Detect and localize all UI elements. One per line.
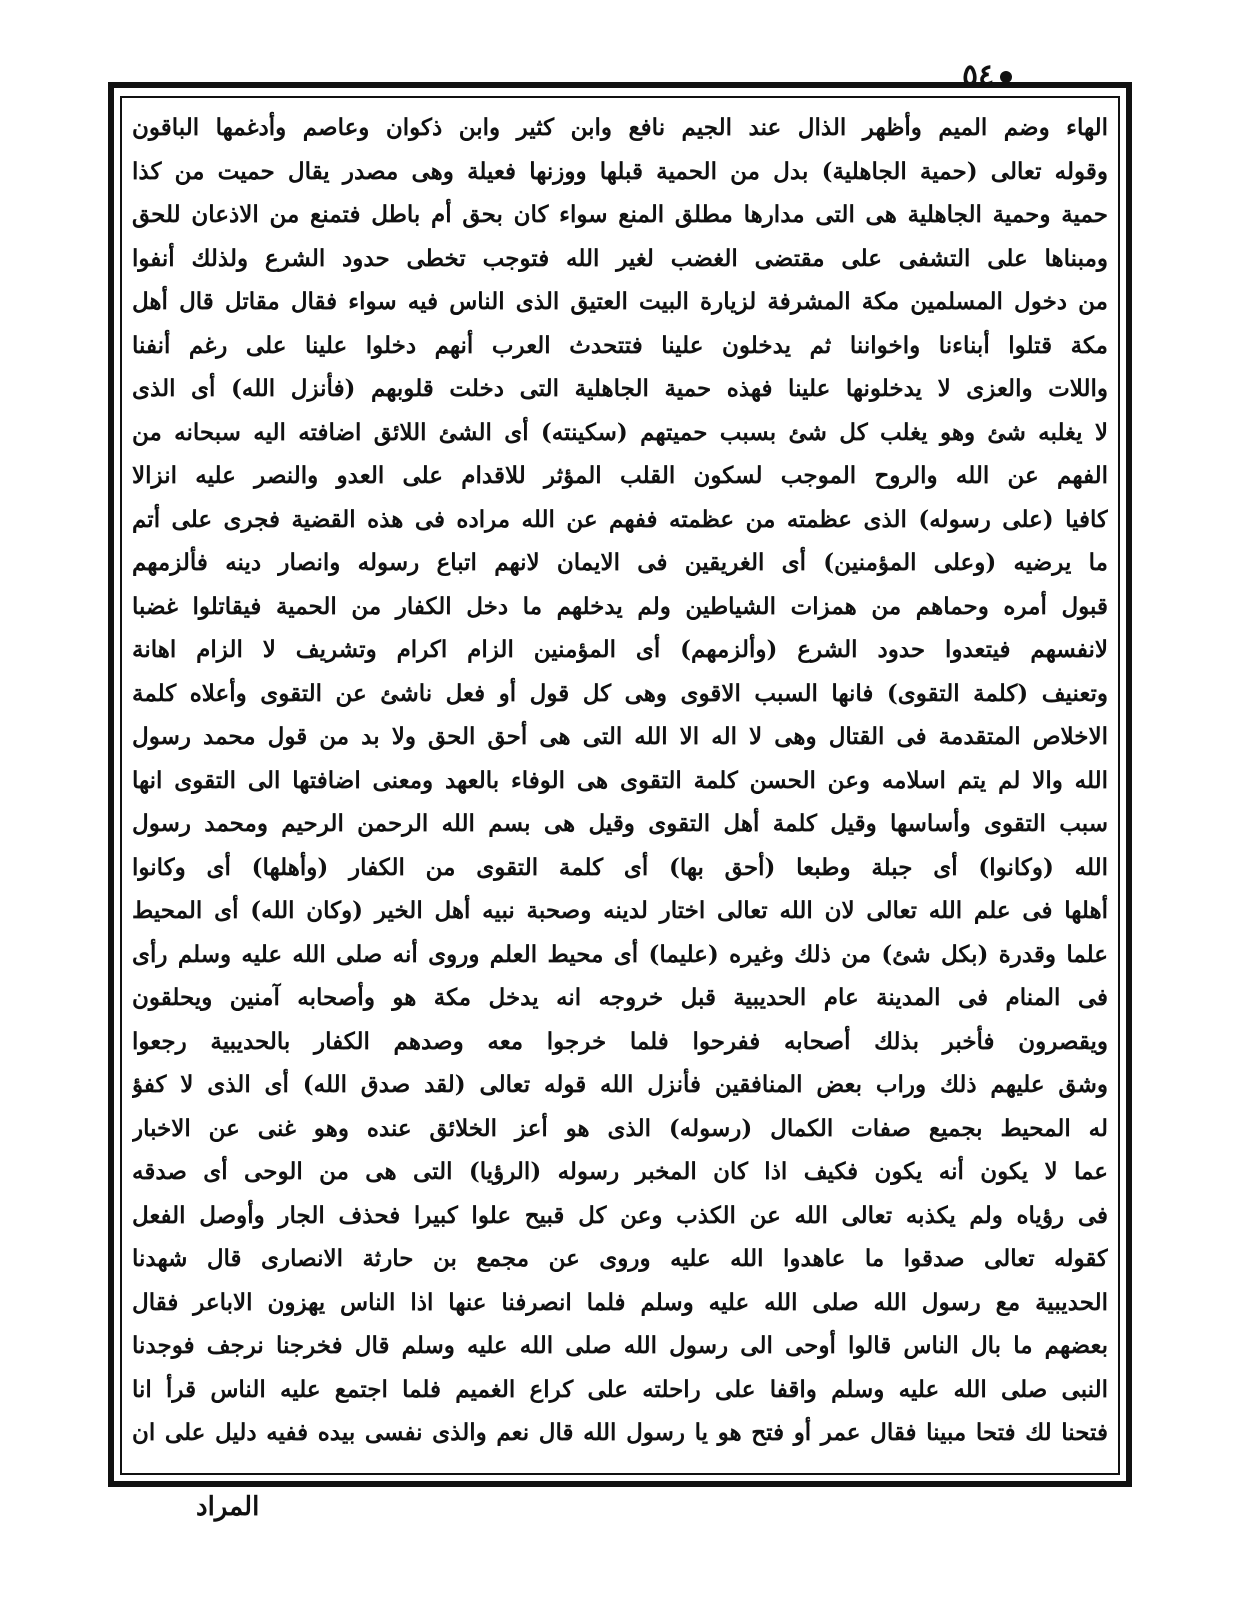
text-line: ويقصرون فأخبر بذلك أصحابه ففرحوا فلما خرجوا معه وصدهم الكفار بالحديبية رجعوا	[132, 1027, 1108, 1055]
text-line: الله (وكانوا) أى جبلة وطبعا (أحق بها) أى كلمة التقوى من الكفار (وأهلها) أى وكانوا	[132, 853, 1108, 881]
text-line: أهلها فى علم الله تعالى لان الله تعالى اختار لدينه وصحبة نبيه أهل الخير (وكان الله) أى المحيط	[132, 897, 1108, 924]
text-line: واللات والعزى لا يدخلونها علينا فهذه حمية الجاهلية التى دخلت قلوبهم (فأنزل الله) أى الذى	[132, 375, 1108, 402]
text-line: ومبناها على التشفى على مقتضى الغضب لغير الله فتوجب تخطى حدود الشرع ولذلك أنفوا	[132, 244, 1108, 272]
text-line: مكة قتلوا أبناءنا واخواننا ثم يدخلون علينا فتتحدث العرب أنهم دخلوا علينا على رغم أنفنا	[132, 331, 1108, 359]
text-line: لا يغلبه شئ وهو يغلب كل شئ بسبب حميتهم (سكينته) أى الشئ اللائق اضافته اليه سبحانه من	[132, 418, 1108, 446]
text-line: عما لا يكون أنه يكون فكيف اذا كان المخبر رسوله (الرؤيا) التى هى من الوحى أى صدقه	[132, 1158, 1108, 1185]
text-line: علما وقدرة (بكل شئ) من ذلك وغيره (عليما) أى محيط العلم وروى أنه صلى الله عليه وسلم رأى	[132, 940, 1108, 968]
text-line: بعضهم ما بال الناس قالوا أوحى الى رسول الله صلى الله عليه وسلم قال فخرجنا نرجف فوجدنا	[132, 1332, 1108, 1359]
page-number-text: ٥٤	[962, 58, 995, 93]
text-line: وقوله تعالى (حمية الجاهلية) بدل من الحمية قبلها ووزنها فعيلة وهى مصدر يقال حميت من كذا	[132, 157, 1108, 185]
text-line: وشق عليهم ذلك وراب بعض المنافقين فأنزل الله قوله تعالى (لقد صدق الله) أى الذى لا كفؤ	[132, 1071, 1108, 1098]
text-line: فى المنام فى المدينة عام الحديبية قبل خروجه انه يدخل مكة هو وأصحابه آمنين ويحلقون	[132, 984, 1108, 1011]
text-line: من دخول المسلمين مكة المشرفة لزيارة البيت العتيق الذى الناس فيه سواء فقال مقاتل قال أهل	[132, 288, 1108, 315]
text-line: الاخلاص المتقدمة فى القتال وهى لا اله الا الله التى هى أحق الحق ولا بد من قول محمد رسول	[132, 723, 1108, 750]
text-line: له المحيط بجميع صفات الكمال (رسوله) الذى هو أعز الخلائق عنده وهو غنى عن الاخبار	[132, 1114, 1108, 1142]
text-line: لانفسهم فيتعدوا حدود الشرع (وألزمهم) أى المؤمنين الزام اكرام وتشريف لا الزام اهانة	[132, 636, 1108, 663]
text-line: وتعنيف (كلمة التقوى) فانها السبب الاقوى وهى كل قول أو فعل ناشئ عن التقوى وأعلاه كلمة	[132, 679, 1108, 707]
text-line: كقوله تعالى صدقوا ما عاهدوا الله عليه وروى عن مجمع بن حارثة الانصارى قال شهدنا	[132, 1245, 1108, 1272]
text-line: الله والا لم يتم اسلامه وعن الحسن كلمة التقوى هى الوفاء بالعهد ومعنى اضافتها الى التقوى انها	[132, 766, 1108, 794]
text-line: فتحنا لك فتحا مبينا فقال عمر أو فتح هو يا رسول الله قال نعم والذى نفسى بيده ففيه دليل على ان	[132, 1419, 1108, 1446]
text-line: قبول أمره وحماهم من همزات الشياطين ولم يدخلهم ما دخل الكفار من الحمية فيقاتلوا غضبا	[132, 592, 1108, 620]
catchword: المراد	[196, 1492, 260, 1522]
text-line: الحديبية مع رسول الله صلى الله عليه وسلم فلما انصرفنا عنها اذا الناس يهزون الاباعر فقال	[132, 1288, 1108, 1316]
text-line: ما يرضيه (وعلى المؤمنين) أى الغريقين فى الايمان لانهم اتباع رسوله وانصار دينه فألزمهم	[132, 549, 1108, 576]
text-line: سبب التقوى وأساسها وقيل كلمة أهل التقوى وقيل هى بسم الله الرحمن الرحيم ومحمد رسول	[132, 810, 1108, 837]
text-line: الهاء وضم الميم وأظهر الذال عند الجيم نافع وابن كثير وابن ذكوان وعاصم وأدغمها الباقون	[132, 114, 1108, 141]
text-line: كافيا (على رسوله) الذى عظمته من عظمته ففهم عن الله مراده فى هذه القضية فجرى على أتم	[132, 505, 1108, 533]
text-line: الفهم عن الله والروح الموجب لسكون القلب المؤثر للاقدام على العدو والنصر عليه انزالا	[132, 462, 1108, 489]
text-line: النبى صلى الله عليه وسلم واقفا على راحلته على كراع الغميم فلما اجتمع عليه الناس قرأ انا	[132, 1375, 1108, 1403]
text-line: حمية وحمية الجاهلية هى التى مدارها مطلق المنع سواء كان بحق أم باطل فتمنع من الاذعان للحق	[132, 201, 1108, 228]
text-line: فى رؤياه ولم يكذبه تعالى الله عن الكذب وعن كل قبيح علوا كبيرا فحذف الجار وأوصل الفعل	[132, 1201, 1108, 1229]
body-text	[132, 106, 1108, 1455]
